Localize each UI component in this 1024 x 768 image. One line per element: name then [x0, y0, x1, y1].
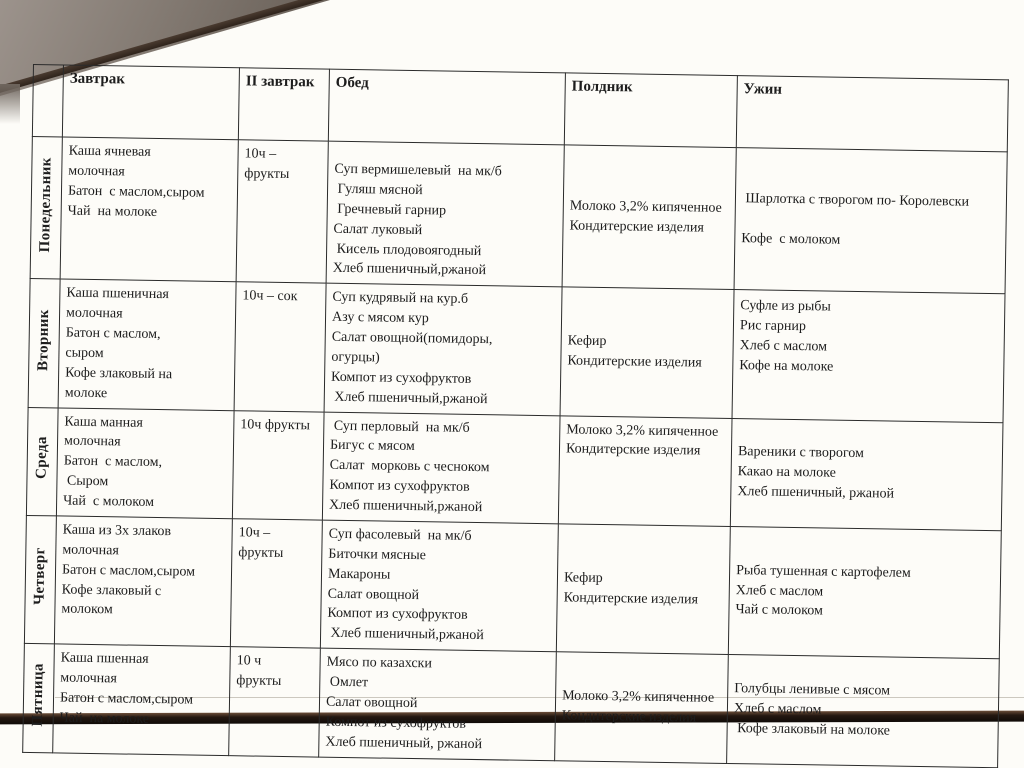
- day-label-thursday: Четверг: [31, 547, 49, 606]
- row-tuesday: [28, 279, 1005, 423]
- cell-monday-lunch: Суп вермишелевый на мк/б Гуляш мясной Гречневый гарнир Салат луковый Кисель плодовоягодный Хлеб пшеничный,ржаной: [326, 141, 564, 287]
- cell-friday-breakfast: Каша пшенная молочная Батон с маслом,сыром Чай на молоке: [53, 644, 231, 755]
- cell-thursday-second-breakfast: 10ч – фрукты: [230, 519, 322, 649]
- cell-monday-snack: Молоко 3,2% кипяченное Кондитерские изделия: [562, 145, 736, 290]
- cell-wednesday-dinner: Вареники с творогом Какао на молоке Хлеб пшеничный, ржаной: [730, 418, 1003, 531]
- header-day: [32, 65, 63, 137]
- paper-fold-shadow: [0, 84, 20, 124]
- row-friday: [23, 644, 1000, 768]
- day-label-wednesday: Среда: [33, 436, 50, 480]
- menu-table-wrapper: [22, 64, 1009, 768]
- cell-wednesday-snack: Молоко 3,2% кипяченное Кондитерские изделия: [558, 415, 732, 526]
- cell-tuesday-dinner: Суфле из рыбы Рис гарнир Хлеб с маслом Кофе на молоке: [732, 290, 1005, 422]
- cell-thursday-snack: Кефир Кондитерские изделия: [556, 524, 730, 655]
- header-lunch: Обед: [328, 69, 565, 145]
- cell-wednesday-breakfast: Каша манная молочная Батон с маслом, Сыром Чай с молоком: [56, 407, 234, 518]
- cell-friday-dinner: Голубцы ленивые с мясом Хлеб с маслом Кофе злаковый на молоке: [727, 655, 1000, 768]
- day-cell-friday: [23, 644, 55, 753]
- header-dinner: Ужин: [736, 76, 1008, 152]
- day-label-monday: Понедельник: [36, 156, 55, 253]
- cell-tuesday-breakfast: Каша пшеничная молочная Батон с маслом, сыром Кофе злаковый на молоке: [58, 279, 236, 410]
- day-cell-monday: [30, 136, 62, 279]
- cell-thursday-lunch: Суп фасолевый на мк/б Биточки мясные Макароны Салат овощной Компот из сухофруктов Хлеб пшеничный,ржаной: [320, 520, 558, 652]
- cell-monday-second-breakfast: 10ч – фрукты: [236, 140, 328, 284]
- header-second-breakfast: II завтрак: [238, 68, 329, 141]
- header-snack: Полдник: [564, 73, 737, 148]
- day-label-tuesday: Вторник: [35, 308, 52, 371]
- row-monday: [30, 136, 1007, 294]
- day-cell-wednesday: [26, 407, 58, 516]
- day-cell-thursday: [24, 515, 56, 644]
- cell-monday-breakfast: Каша ячневая молочная Батон с маслом,сыром Чай на молоке: [60, 137, 238, 282]
- cell-tuesday-second-breakfast: 10ч – сок: [234, 282, 326, 412]
- cell-thursday-breakfast: Каша из 3х злаков молочная Батон с маслом,сыром Кофе злаковый с молоком: [54, 516, 232, 647]
- cell-friday-lunch: Мясо по казахски Омлет Салат овощной Компот из сухофруктов Хлеб пшеничный, ржаной: [319, 648, 557, 760]
- day-label-friday: Пятница: [29, 662, 47, 727]
- cell-tuesday-lunch: Суп кудрявый на кур.б Азу с мясом кур Салат овощной(помидоры, огурцы) Компот из сухофруктов Хлеб пшеничный,ржаной: [324, 283, 562, 415]
- header-breakfast: Завтрак: [62, 65, 239, 140]
- cell-friday-snack: Молоко 3,2% кипяченное Кондитерские изделия: [555, 652, 729, 763]
- cell-tuesday-snack: Кефир Кондитерские изделия: [560, 287, 734, 418]
- cell-friday-second-breakfast: 10 ч фрукты: [229, 647, 321, 757]
- cell-wednesday-second-breakfast: 10ч фрукты: [232, 410, 324, 520]
- menu-table: [22, 64, 1009, 768]
- day-cell-tuesday: [28, 279, 60, 408]
- cell-monday-dinner: Шарлотка с творогом по- Королевски Кофе с молоком: [734, 148, 1007, 294]
- cell-thursday-dinner: Рыба тушенная с картофелем Хлеб с маслом Чай с молоком: [728, 526, 1001, 658]
- row-thursday: [24, 515, 1001, 659]
- cell-wednesday-lunch: Суп перловый на мк/б Бигус с мясом Салат морковь с чесноком Компот из сухофруктов Хлеб пшеничный,ржаной: [322, 412, 560, 524]
- row-wednesday: [26, 407, 1003, 531]
